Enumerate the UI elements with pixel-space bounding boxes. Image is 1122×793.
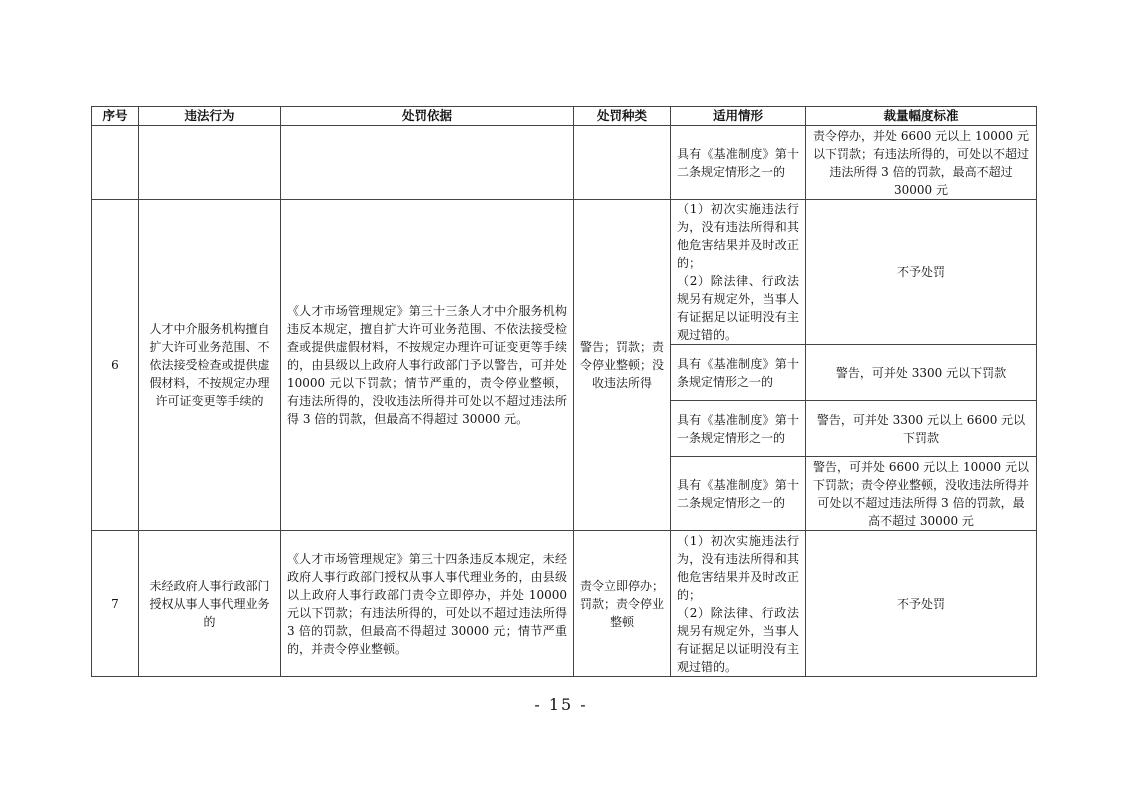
basis-cell: 《人才市场管理规定》第三十三条人才中介服务机构违反本规定，擅自扩大许可业务范围、不依法接受检查或提供虚假材料，不按规定办理许可证变更等手续的，由县级以上政府人事行政部门予以警告，可并处 10000 元以下罚款；情节严重的，责令停业整顿，有违法所得的，没收违法所得并可处以不超过违法所得 3 倍的罚款，但最高不得超过 30000 元。: [281, 200, 574, 531]
header-behavior: 违法行为: [139, 107, 281, 126]
table-row: [92, 531, 1037, 677]
situation-cell: 具有《基准制度》第十二条规定情形之一的: [671, 126, 806, 200]
standard-cell: 不予处罚: [806, 531, 1037, 677]
table-row: [92, 126, 1037, 200]
header-seq: 序号: [92, 107, 139, 126]
situation-cell: [671, 200, 806, 345]
header-standard: 裁量幅度标准: [806, 107, 1037, 126]
situation-clause-2: （2）除法律、行政法规另有规定外，当事人有证据足以证明没有主观过错的。: [677, 605, 799, 674]
standard-cell: 警告，可并处 3300 元以下罚款: [806, 345, 1037, 401]
header-basis: 处罚依据: [281, 107, 574, 126]
cell-empty: [92, 126, 139, 200]
behavior-cell: 未经政府人事行政部门授权从事人事代理业务的: [139, 531, 281, 677]
standard-cell: 责令停办，并处 6600 元以上 10000 元以下罚款；有违法所得的，可处以不超过违法所得 3 倍的罚款，最高不超过 30000 元: [806, 126, 1037, 200]
standard-cell: 不予处罚: [806, 200, 1037, 345]
page-number: - 15 -: [534, 695, 588, 714]
cell-empty: [139, 126, 281, 200]
type-cell: 警告；罚款；责令停业整顿；没收违法所得: [574, 200, 671, 531]
situation-clause-1: （1）初次实施违法行为，没有违法所得和其他危害结果并及时改正的；: [677, 533, 799, 602]
cell-empty: [281, 126, 574, 200]
behavior-cell: 人才中介服务机构擅自扩大许可业务范围、不依法接受检查或提供虚假材料，不按规定办理许可证变更等手续的: [139, 200, 281, 531]
penalty-discretion-table: [91, 106, 1037, 677]
situation-clause-1: （1）初次实施违法行为，没有违法所得和其他危害结果并及时改正的；: [677, 202, 799, 270]
situation-cell: 具有《基准制度》第十一条规定情形之一的: [671, 401, 806, 457]
table-row: [92, 200, 1037, 345]
seq-cell: 6: [92, 200, 139, 531]
header-situation: 适用情形: [671, 107, 806, 126]
table-header-row: [92, 107, 1037, 126]
seq-cell: 7: [92, 531, 139, 677]
cell-empty: [574, 126, 671, 200]
situation-cell: [671, 531, 806, 677]
situation-clause-2: （2）除法律、行政法规另有规定外，当事人有证据足以证明没有主观过错的。: [677, 274, 799, 342]
standard-cell: 警告，可并处 3300 元以上 6600 元以下罚款: [806, 401, 1037, 457]
type-cell: 责令立即停办；罚款；责令停业整顿: [574, 531, 671, 677]
header-type: 处罚种类: [574, 107, 671, 126]
basis-cell: 《人才市场管理规定》第三十四条违反本规定，未经政府人事行政部门授权从事人事代理业务的，由县级以上政府人事行政部门责令立即停办，并处 10000 元以下罚款；有违法所得的，可处以不超过违法所得 3 倍的罚款，但最高不得超过 30000 元；情节严重的，并责令停业整顿。: [281, 531, 574, 677]
situation-cell: 具有《基准制度》第十二条规定情形之一的: [671, 457, 806, 531]
standard-cell: 警告，可并处 6600 元以上 10000 元以下罚款；责令停业整顿，没收违法所得并可处以不超过违法所得 3 倍的罚款，最高不超过 30000 元: [806, 457, 1037, 531]
situation-cell: 具有《基准制度》第十条规定情形之一的: [671, 345, 806, 401]
